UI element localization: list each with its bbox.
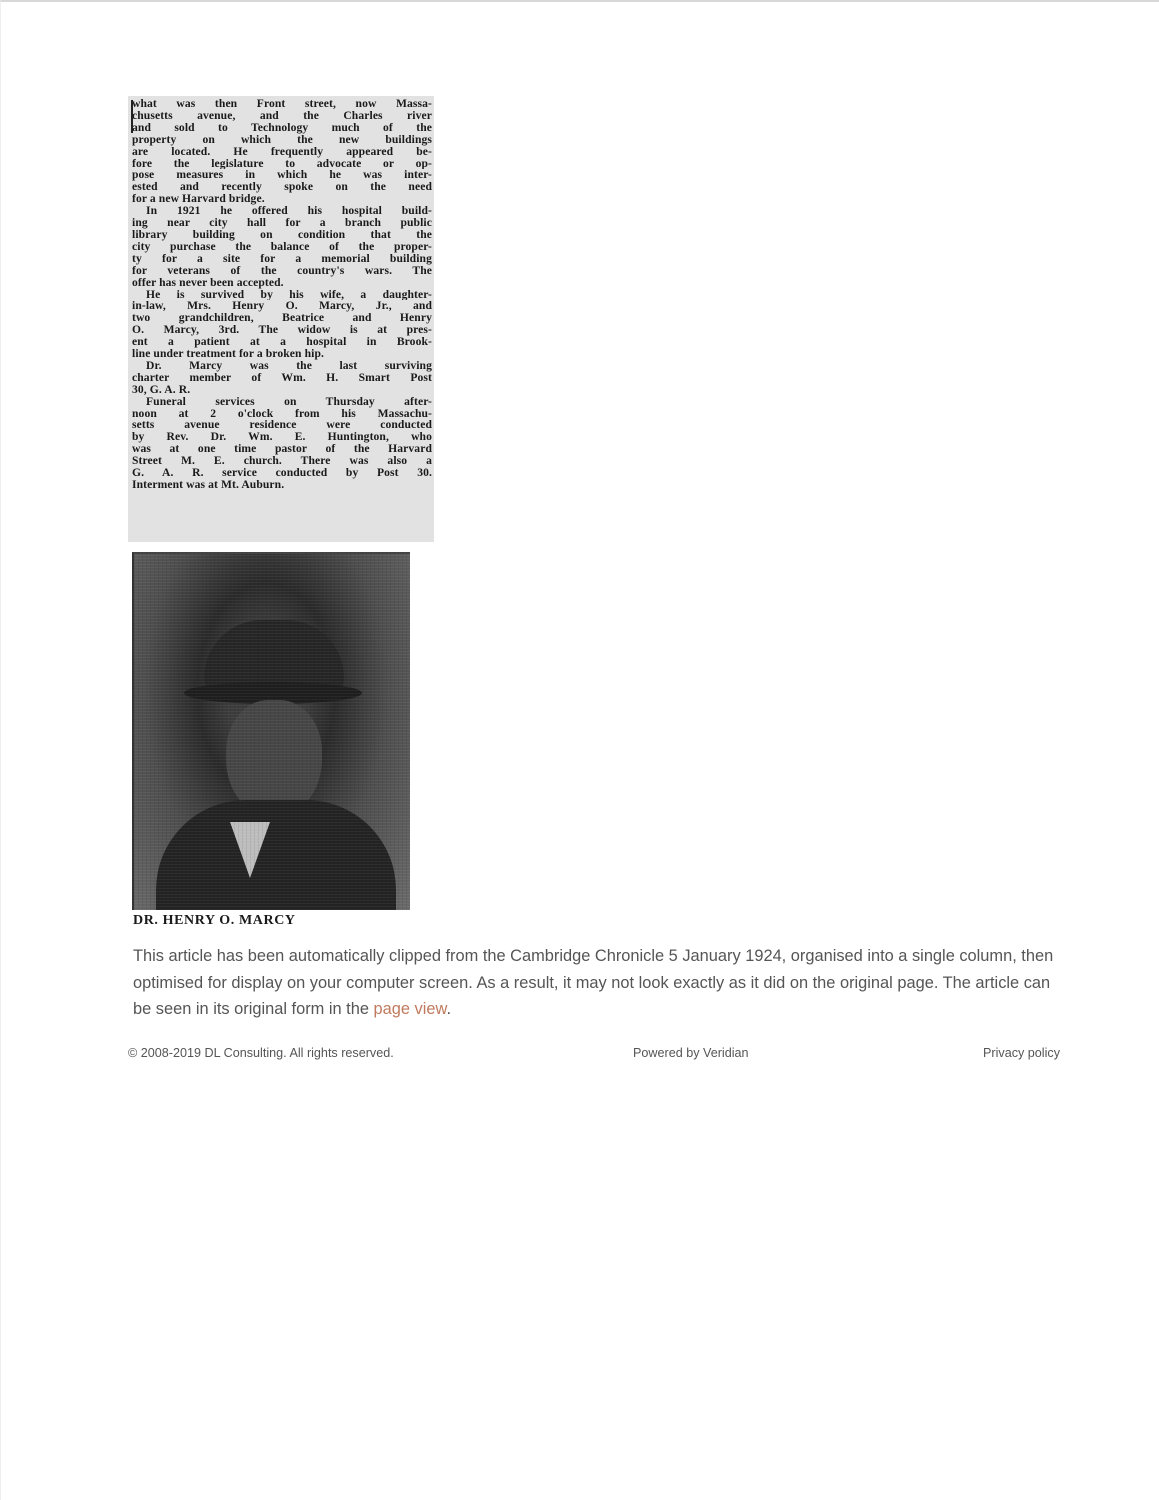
clipping-line: chusetts avenue, and the Charles river: [132, 109, 432, 122]
clipping-line: in-law, Mrs. Henry O. Marcy, Jr., and: [132, 300, 432, 313]
clipping-line: noon at 2 o'clock from his Massachu-: [132, 407, 432, 420]
clipping-line: G. A. R. service conducted by Post 30.: [132, 467, 432, 479]
clipping-line: Street M. E. church. There was also a: [132, 455, 432, 468]
clipping-line: offer has never been accepted.: [132, 276, 284, 289]
photo-caption: DR. HENRY O. MARCY: [133, 913, 296, 928]
clipping-line: fore the legislature to advocate or op-: [132, 157, 432, 170]
clipping-line: city purchase the balance of the proper-: [132, 240, 432, 253]
clipping-line: ing near city hall for a branch public: [132, 217, 432, 229]
clipping-line: In 1921 he offered his hospital build-: [146, 205, 432, 218]
clipping-line: ent a patient at a hospital in Brook-: [132, 336, 432, 349]
clipping-line: He is survived by his wife, a daughter-: [146, 288, 432, 301]
clipping-line: for veterans of the country's wars. The: [132, 264, 432, 277]
privacy-policy-link[interactable]: Privacy policy: [983, 1046, 1060, 1060]
newspaper-clipping: [128, 96, 434, 542]
clipping-line: line under treatment for a broken hip.: [132, 348, 324, 360]
clipping-line: setts avenue residence were conducted: [132, 419, 432, 432]
clipping-line: what was then Front street, now Massa-: [132, 98, 432, 110]
clipping-line: library building on condition that the: [132, 228, 432, 241]
clipping-line: ty for a site for a memorial building: [132, 252, 432, 265]
clipping-text: [132, 98, 432, 491]
footer: [128, 1046, 1060, 1066]
clipping-line: O. Marcy, 3rd. The widow is at pres-: [132, 324, 432, 337]
note-text-end: .: [446, 1000, 451, 1018]
powered-by-link[interactable]: Powered by Veridian: [633, 1046, 749, 1060]
clipping-line: Dr. Marcy was the last surviving: [146, 359, 432, 372]
clipping-line: ested and recently spoke on the need: [132, 181, 432, 194]
clipping-line: charter member of Wm. H. Smart Post: [132, 371, 432, 384]
photo-grain: [134, 554, 410, 910]
page-view-link[interactable]: page view: [373, 1000, 447, 1018]
clipping-line: are located. He frequently appeared be-: [132, 145, 432, 158]
portrait-photo: [132, 552, 410, 910]
clipping-line: two grandchildren, Beatrice and Henry: [132, 312, 432, 325]
clipping-line: Interment was at Mt. Auburn.: [132, 479, 285, 491]
clipping-line: pose measures in which he was inter-: [132, 169, 432, 182]
clipping-line: was at one time pastor of the Harvard: [132, 443, 432, 456]
clipping-line: for a new Harvard bridge.: [132, 193, 265, 206]
clipping-line: 30, G. A. R.: [132, 383, 191, 396]
copyright-text: © 2008-2019 DL Consulting. All rights reserved.: [128, 1046, 394, 1060]
clipping-line: by Rev. Dr. Wm. E. Huntington, who: [132, 431, 432, 444]
clipping-note: [133, 943, 1063, 1023]
clipping-line: Funeral services on Thursday after-: [146, 395, 432, 408]
clipping-line: property on which the new buildings: [132, 133, 432, 146]
note-text: This article has been automatically clipped from the Cambridge Chronicle 5 January 1924, organised into a single column, then optimised for display on your computer screen. As a result, it may not look exactly as it did on the original page. The article can be seen in its original form in the: [133, 947, 1054, 1018]
clipping-line: and sold to Technology much of the: [132, 121, 432, 134]
